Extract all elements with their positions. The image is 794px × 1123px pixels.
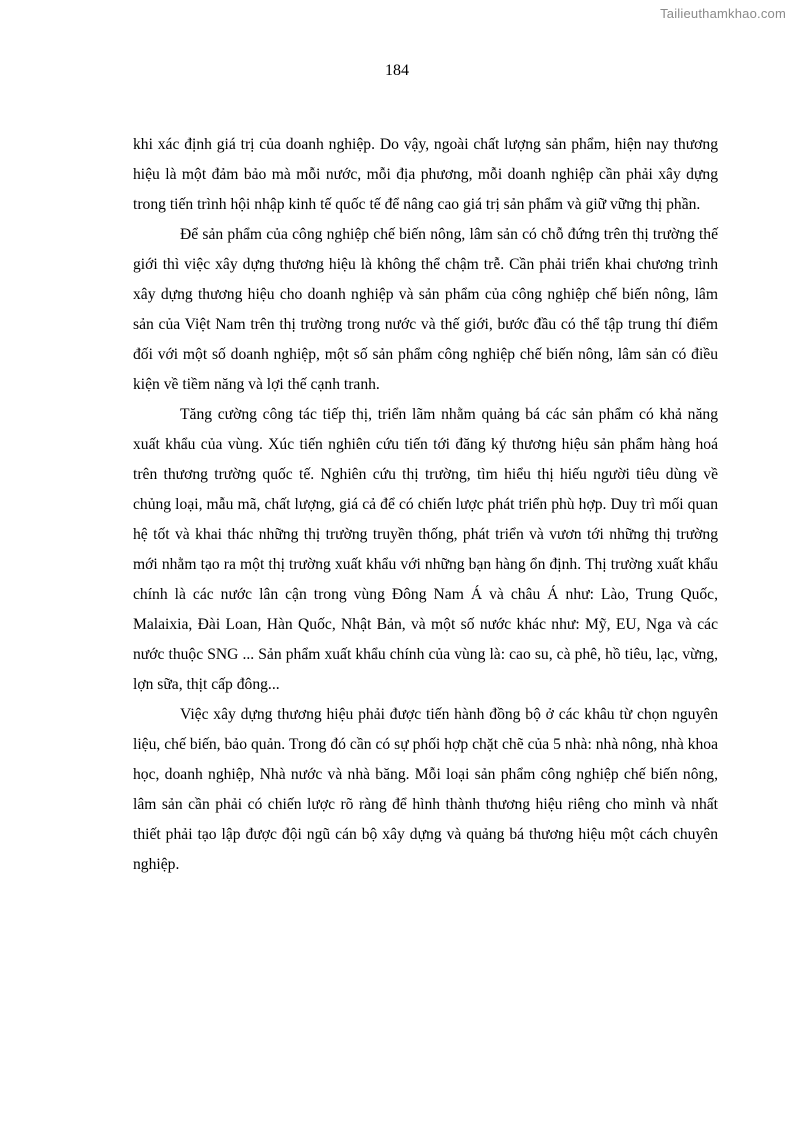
paragraph: Việc xây dựng thương hiệu phải được tiến hành đồng bộ ở các khâu từ chọn nguyên liệu, chế biến, bảo quản. Trong đó cần có sự phối hợp chặt chẽ của 5 nhà: nhà nông, nhà khoa học, doanh nghiệp, Nhà nước và nhà băng. Mỗi loại sản phẩm công nghiệp chế biến nông, lâm sản cần phải có chiến lược rõ ràng để hình thành thương hiệu riêng cho mình và nhất thiết phải tạo lập được đội ngũ cán bộ xây dựng và quảng bá thương hiệu một cách chuyên nghiệp. [133, 706, 718, 873]
paragraph: Tăng cường công tác tiếp thị, triển lãm nhằm quảng bá các sản phẩm có khả năng xuất khẩu của vùng. Xúc tiến nghiên cứu tiến tới đăng ký thương hiệu sản phẩm hàng hoá trên thương trường quốc tế. Nghiên cứu thị trường, tìm hiểu thị hiếu người tiêu dùng về chủng loại, mẫu mã, chất lượng, giá cả để có chiến lược phát triển phù hợp. Duy trì mối quan hệ tốt và khai thác những thị trường truyền thống, phát triển và vươn tới những thị trường mới nhằm tạo ra một thị trường xuất khẩu với những bạn hàng ổn định. Thị trường xuất khẩu chính là các nước lân cận trong vùng Đông Nam Á và châu Á như: Lào, Trung Quốc, Malaixia, Đài Loan, Hàn Quốc, Nhật Bản, và một số nước khác như: Mỹ, EU, Nga và các nước thuộc SNG ... Sản phẩm xuất khẩu chính của vùng là: cao su, cà phê, hồ tiêu, lạc, vừng, lợn sữa, thịt cấp đông... [133, 406, 718, 693]
paragraph: Để sản phẩm của công nghiệp chế biến nông, lâm sản có chỗ đứng trên thị trường thế giới thì việc xây dựng thương hiệu là không thể chậm trễ. Cần phải triển khai chương trình xây dựng thương hiệu cho doanh nghiệp và sản phẩm của công nghiệp chế biến nông, lâm sản của Việt Nam trên thị trường trong nước và thế giới, bước đầu có thể tập trung thí điểm đối với một số doanh nghiệp, một số sản phẩm công nghiệp chế biến nông, lâm sản có điều kiện về tiềm năng và lợi thế cạnh tranh. [133, 226, 718, 393]
paragraph-continuation: khi xác định giá trị của doanh nghiệp. Do vậy, ngoài chất lượng sản phẩm, hiện nay thương hiệu là một đảm bảo mà mỗi nước, mỗi địa phương, mỗi doanh nghiệp cần phải xây dựng trong tiến trình hội nhập kinh tế quốc tế để nâng cao giá trị sản phẩm và giữ vững thị phần. [133, 136, 718, 213]
page-number: 184 [385, 62, 409, 79]
watermark: Tailieuthamkhao.com [660, 6, 786, 21]
document-body [133, 130, 718, 880]
